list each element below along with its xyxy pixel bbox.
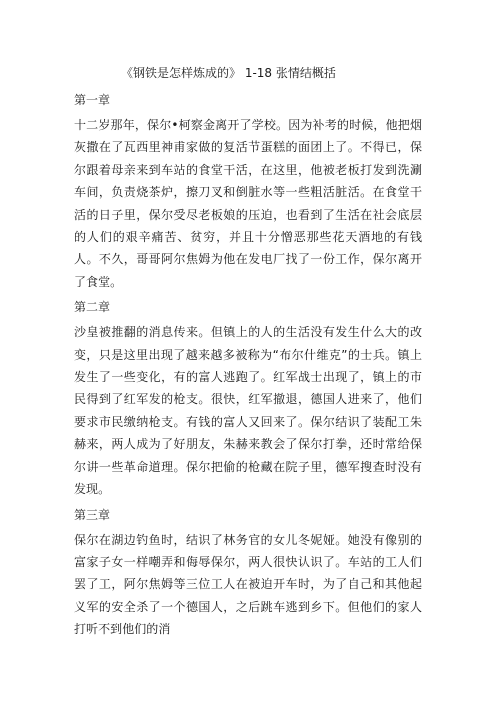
chapter-2-heading: 第二章	[74, 300, 111, 315]
chapter-3-section	[74, 505, 422, 641]
chapter-2-section	[74, 297, 422, 500]
document-title: 《钢铁是怎样炼成的》 1-18 张情结概括	[121, 66, 336, 80]
chapter-2-paragraph: 沙皇被推翻的消息传来。但镇上的人的生活没有发生什么大的改变，只是这里出现了越来越多被称为“布尔什维克”的士兵。镇上发生了一些变化，有的富人逃跑了。红军战士出现了，镇上的市民得到了红军发的枪支。很快，红军撤退，德国人进来了，他们要求市民缴纳枪支。有钱的富人又回来了。保尔结识了装配工朱赫来，两人成为了好朋友，朱赫来教会了保尔打拳，还时常给保尔讲一些革命道理。保尔把偷的枪藏在院子里，德军搜查时没有发现。	[74, 325, 422, 497]
chapter-3-heading: 第三章	[74, 507, 111, 522]
chapter-1-paragraph: 十二岁那年，保尔•柯察金离开了学校。因为补考的时候，他把烟灰撒在了瓦西里神甫家做的复活节蛋糕的面团上了。不得已，保尔跟着母亲来到车站的食堂干活，在这里，他被老板打发到洗涮车间，负责烧茶炉，擦刀叉和倒脏水等一些粗活脏活。在食堂干活的日子里，保尔受尽老板娘的压迫，也看到了生活在社会底层的人们的艰辛痛苦、贫穷，并且十分憎恶那些花天酒地的有钱人。不久，哥哥阿尔焦姆为他在发电厂找了一份工作，保尔离开了食堂。	[74, 118, 422, 289]
chapter-1-section	[74, 90, 422, 293]
chapter-3-paragraph: 保尔在湖边钓鱼时，结识了林务官的女儿冬妮娅。她没有像别的富家子女一样嘲弄和侮辱保尔，两人很快认识了。车站的工人们罢了工，阿尔焦姆等三位工人在被迫开车时，为了自己和其他起义军的安全杀了一个德国人，之后跳车逃到乡下。但他们的家人打听不到他们的消	[74, 532, 422, 637]
chapter-1-heading: 第一章	[74, 93, 111, 107]
